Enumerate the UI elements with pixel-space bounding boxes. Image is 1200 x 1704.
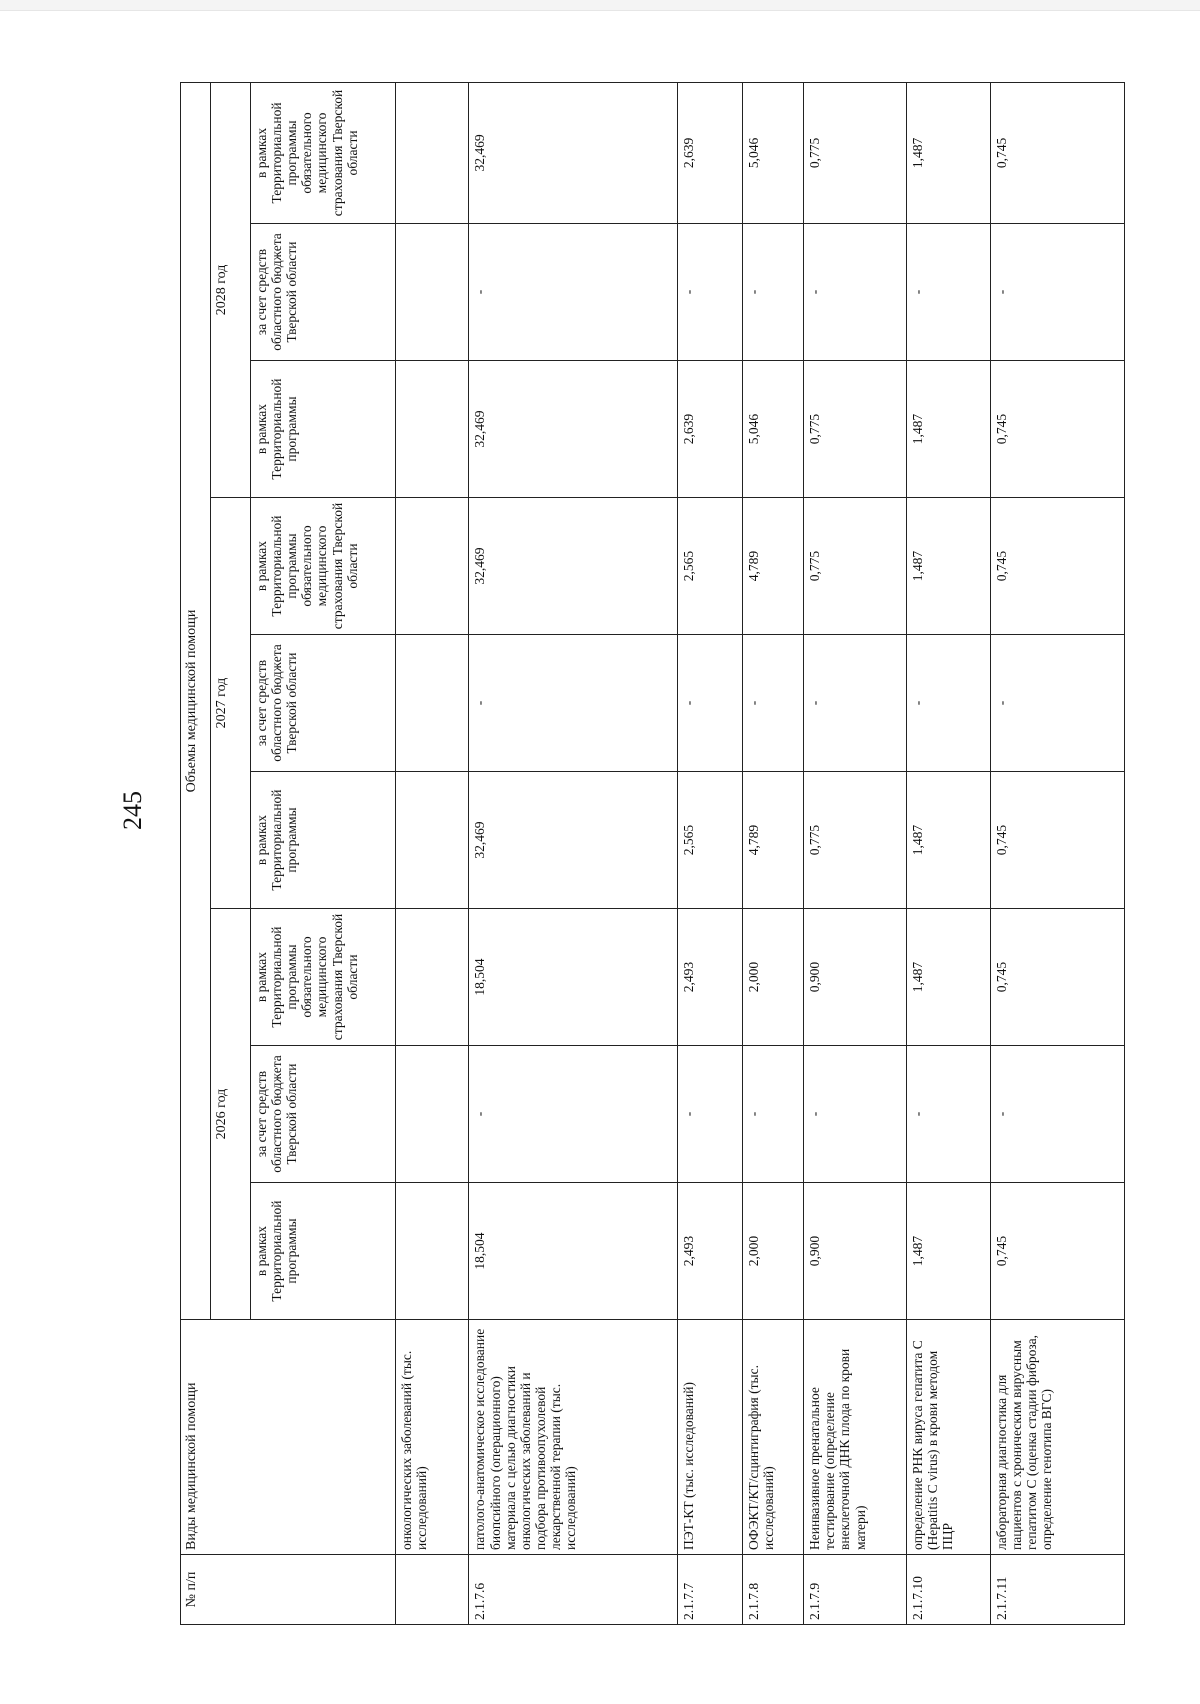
cell-value: 0,745 bbox=[991, 361, 1125, 498]
row-name: ПЭТ-КТ (тыс. исследований) bbox=[677, 1320, 742, 1555]
cell-value: 0,745 bbox=[991, 909, 1125, 1046]
table-row bbox=[742, 82, 804, 1624]
subheader-2026-oms: в рамках Территориальной программы обязательного медицинского страхования Тверской области bbox=[251, 909, 396, 1046]
table-row bbox=[469, 82, 677, 1624]
row-name: лабораторная диагностика для пациентов с хроническим вирусным гепатитом C (оценка стадии фиброза, определение генотипа ВГС) bbox=[991, 1320, 1125, 1555]
header-year-2028: 2028 год bbox=[211, 82, 251, 497]
cell-value bbox=[396, 1183, 469, 1320]
cell-value: - bbox=[677, 1046, 742, 1183]
cell-value: - bbox=[742, 635, 804, 772]
page-number: 245 bbox=[118, 791, 147, 830]
subheader-2028-oms: в рамках Территориальной программы обязательного медицинского страхования Тверской области bbox=[251, 82, 396, 223]
cell-value: 0,745 bbox=[991, 1183, 1125, 1320]
header-num: № п/п bbox=[181, 1555, 396, 1625]
cell-value: - bbox=[991, 635, 1125, 772]
cell-value: 2,000 bbox=[742, 1183, 804, 1320]
subheader-2028-territorial: в рамках Территориальной программы bbox=[251, 361, 396, 498]
cell-value: 0,775 bbox=[804, 82, 907, 223]
volumes-table bbox=[180, 82, 1125, 1625]
cell-value: 18,504 bbox=[469, 909, 677, 1046]
cell-value: 2,639 bbox=[677, 361, 742, 498]
cell-value bbox=[396, 1046, 469, 1183]
cell-value: 0,745 bbox=[991, 498, 1125, 635]
row-name: патолого-анатомическое исследование биопсийного (операционного) материала с целью диагностики онкологических заболеваний и подбора противоопухолевой лекарственной терапии (тыс. исследований) bbox=[469, 1320, 677, 1555]
cell-value: 1,487 bbox=[906, 498, 990, 635]
header-year-2027: 2027 год bbox=[211, 498, 251, 909]
cell-value: 1,487 bbox=[906, 1183, 990, 1320]
cell-value: - bbox=[906, 224, 990, 361]
header-year-2026: 2026 год bbox=[211, 909, 251, 1320]
table-row bbox=[906, 82, 990, 1624]
cell-value: - bbox=[742, 1046, 804, 1183]
cell-value: 0,775 bbox=[804, 361, 907, 498]
cell-value bbox=[396, 772, 469, 909]
table-row bbox=[396, 82, 469, 1624]
cell-value: 32,469 bbox=[469, 498, 677, 635]
subheader-2028-regional-budget: за счет средств областного бюджета Тверской области bbox=[251, 224, 396, 361]
cell-value bbox=[396, 909, 469, 1046]
table-row bbox=[804, 82, 907, 1624]
cell-value: 2,565 bbox=[677, 498, 742, 635]
cell-value: 1,487 bbox=[906, 361, 990, 498]
cell-value: - bbox=[906, 635, 990, 772]
cell-value bbox=[396, 498, 469, 635]
cell-value: 2,493 bbox=[677, 1183, 742, 1320]
rotated-table-wrapper bbox=[180, 83, 1125, 1625]
cell-value: - bbox=[991, 1046, 1125, 1183]
row-num: 2.1.7.9 bbox=[804, 1555, 907, 1625]
cell-value: - bbox=[677, 224, 742, 361]
scan-top-edge bbox=[0, 0, 1200, 11]
cell-value: 2,565 bbox=[677, 772, 742, 909]
row-num: 2.1.7.10 bbox=[906, 1555, 990, 1625]
cell-value: 4,789 bbox=[742, 498, 804, 635]
cell-value: 32,469 bbox=[469, 82, 677, 223]
row-name: Неинвазивное пренатальное тестирование (определение внеклеточной ДНК плода по крови матери) bbox=[804, 1320, 907, 1555]
header-kind: Виды медицинской помощи bbox=[181, 1320, 396, 1555]
subheader-2027-oms: в рамках Территориальной программы обязательного медицинского страхования Тверской области bbox=[251, 498, 396, 635]
subheader-2027-territorial: в рамках Территориальной программы bbox=[251, 772, 396, 909]
row-name: онкологических заболеваний (тыс. исследований) bbox=[396, 1320, 469, 1555]
subheader-2027-regional-budget: за счет средств областного бюджета Тверской области bbox=[251, 635, 396, 772]
cell-value: 0,900 bbox=[804, 1183, 907, 1320]
cell-value: 1,487 bbox=[906, 909, 990, 1046]
row-num: 2.1.7.6 bbox=[469, 1555, 677, 1625]
cell-value: 0,745 bbox=[991, 772, 1125, 909]
cell-value: - bbox=[804, 1046, 907, 1183]
cell-value: - bbox=[469, 1046, 677, 1183]
subheader-2026-regional-budget: за счет средств областного бюджета Тверской области bbox=[251, 1046, 396, 1183]
row-num: 2.1.7.7 bbox=[677, 1555, 742, 1625]
cell-value: 4,789 bbox=[742, 772, 804, 909]
cell-value: - bbox=[677, 635, 742, 772]
cell-value: - bbox=[991, 224, 1125, 361]
cell-value: 5,046 bbox=[742, 361, 804, 498]
cell-value: - bbox=[804, 635, 907, 772]
cell-value: 2,000 bbox=[742, 909, 804, 1046]
cell-value: 0,775 bbox=[804, 498, 907, 635]
row-num: 2.1.7.11 bbox=[991, 1555, 1125, 1625]
cell-value: - bbox=[469, 635, 677, 772]
cell-value bbox=[396, 361, 469, 498]
row-num bbox=[396, 1555, 469, 1625]
cell-value bbox=[396, 224, 469, 361]
table-row bbox=[677, 82, 742, 1624]
cell-value: 5,046 bbox=[742, 82, 804, 223]
cell-value: - bbox=[804, 224, 907, 361]
cell-value bbox=[396, 635, 469, 772]
cell-value: - bbox=[469, 224, 677, 361]
subheader-2026-territorial: в рамках Территориальной программы bbox=[251, 1183, 396, 1320]
cell-value: - bbox=[906, 1046, 990, 1183]
cell-value: 0,745 bbox=[991, 82, 1125, 223]
row-name: определение РНК вируса гепатита C (Hepatitis C virus) в крови методом ПЦР bbox=[906, 1320, 990, 1555]
row-num: 2.1.7.8 bbox=[742, 1555, 804, 1625]
cell-value: 0,900 bbox=[804, 909, 907, 1046]
cell-value bbox=[396, 82, 469, 223]
cell-value: 1,487 bbox=[906, 82, 990, 223]
cell-value: 32,469 bbox=[469, 772, 677, 909]
row-name: ОФЭКТ/КТ/сцинтиграфия (тыс. исследований) bbox=[742, 1320, 804, 1555]
cell-value: 2,639 bbox=[677, 82, 742, 223]
cell-value: 0,775 bbox=[804, 772, 907, 909]
cell-value: 18,504 bbox=[469, 1183, 677, 1320]
header-volumes: Объемы медицинской помощи bbox=[181, 82, 211, 1319]
cell-value: 32,469 bbox=[469, 361, 677, 498]
table-row bbox=[991, 82, 1125, 1624]
cell-value: - bbox=[742, 224, 804, 361]
cell-value: 1,487 bbox=[906, 772, 990, 909]
cell-value: 2,493 bbox=[677, 909, 742, 1046]
